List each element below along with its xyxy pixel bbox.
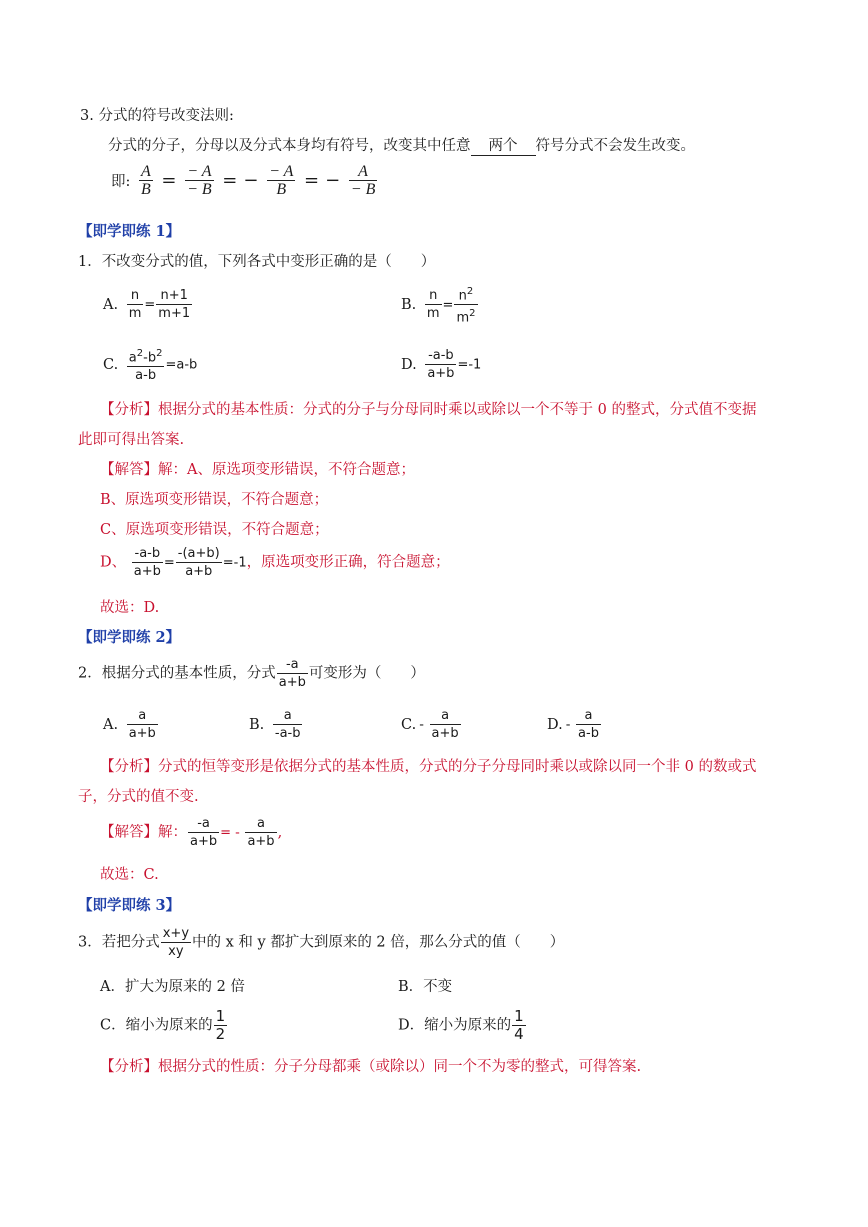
question-text: 3．若把分式 $\frac{x+y}{xy}$ 中的 x 和 y 都扩大到原来的 2 倍，那么分式的值（ ） [78,926,565,959]
choice: 故选：D. [100,600,160,616]
desc-after: 符号分式不会发生改变。 [535,138,695,154]
option-a[interactable]: A. $\frac{a}{a+b}$ [103,708,156,741]
option-b[interactable]: B. $\frac{a}{-a-b}$ [249,708,301,741]
fraction: $\frac{- A}{- B}$ [187,163,212,198]
sign-rule-formula: 即: $\frac{A}{B}$ = $\frac{- A}{- B}$ = − $\frac{- A}{B}$ = − $\frac{A}{- B}$ [108,163,378,198]
analysis: 【分析】根据分式的基本性质：分式的分子与分母同时乘以或除以一个不等于 0 的整式，分式值不变据 [100,402,757,418]
section-description [108,134,695,156]
question-text: 2．根据分式的基本性质，分式 $\frac{-a}{a+b}$ 可变形为（ ） [78,657,425,690]
section-title: 3. 分式的符号改变法则: [80,108,234,124]
answer-line: D、 $\frac{-a-b}{a+b}$ = $\frac{-(a+b)}{a+b}$ =-1，原选项变形正确，符合题意； [100,546,450,579]
option-a[interactable]: A. $\frac{n}{m}$ = $\frac{n+1}{m+1}$ [103,288,191,321]
answer: 【解答】解：A、原选项变形错误，不符合题意； [100,462,415,478]
practice-heading: 【即学即练 1】 [78,223,181,240]
analysis: 【分析】根据分式的性质：分子分母都乘（或除以）同一个不为零的整式，可得答案. [100,1059,642,1075]
option-c[interactable]: C. - $\frac{a}{a+b}$ [401,708,459,741]
analysis-cont: 子，分式的值不变. [78,789,199,805]
option-b[interactable]: B. $\frac{n}{m}$ = $\frac{n^2}{m^2}$ [398,283,479,327]
ji-label: 即: [111,174,131,190]
fraction: $\frac{A}{B}$ [141,163,151,198]
option-d[interactable]: D. - $\frac{a}{a-b}$ [547,708,599,741]
practice-heading: 【即学即练 3】 [78,897,181,914]
option-a[interactable]: A．扩大为原来的 2 倍 [100,979,245,995]
option-d[interactable]: D. $\frac{-a-b}{a+b}$ =-1 [401,348,482,381]
analysis-cont: 此即可得出答案. [78,432,185,448]
answer-blank: 两个 [471,134,536,156]
option-b[interactable]: B．不变 [398,979,453,995]
question-text: 1．不改变分式的值，下列各式中变形正确的是（ ） [78,254,436,270]
analysis: 【分析】分式的恒等变形是依据分式的基本性质，分式的分子分母同时乘以或除以同一个非 0 的数或式 [100,759,757,775]
answer: 【解答】解： $\frac{-a}{a+b}$ = - $\frac{a}{a+b}$ , [100,816,283,849]
answer-line: C、原选项变形错误，不符合题意； [100,522,329,538]
option-d[interactable]: D．缩小为原来的 $\frac{1}{4}$ [398,1007,524,1043]
fraction: $\frac{A}{- B}$ [350,163,376,198]
choice: 故选：C. [100,867,159,883]
practice-heading: 【即学即练 2】 [78,629,181,646]
fraction: $\frac{- A}{B}$ [269,163,294,198]
option-c[interactable]: C. $\frac{a^2-b^2}{a-b}$ =a-b [100,345,197,384]
answer-line: B、原选项变形错误，不符合题意； [100,492,329,508]
option-c[interactable]: C．缩小为原来的 $\frac{1}{2}$ [100,1007,226,1043]
desc-before: 分式的分子，分母以及分式本身均有符号，改变其中任意 [108,138,471,154]
